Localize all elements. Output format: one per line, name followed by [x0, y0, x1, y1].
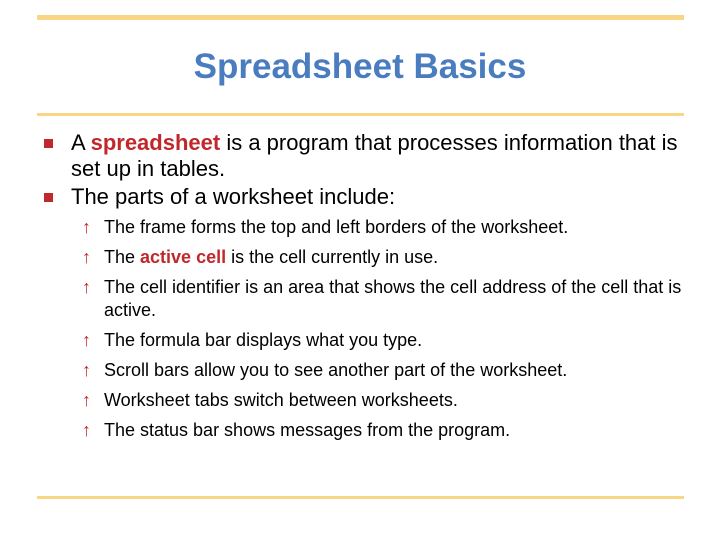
sub-bullet-text: The cell identifier is an area that shows the cell address of the cell that is active. — [104, 277, 682, 320]
arrow-bullet-icon: ↑ — [82, 217, 91, 237]
arrow-bullet-icon: ↑ — [82, 360, 91, 380]
bottom-rule — [37, 496, 684, 499]
sub-bullet-text: Scroll bars allow you to see another part of the worksheet. — [104, 360, 568, 380]
sub-bullet-item — [44, 389, 684, 412]
square-bullet-icon — [44, 193, 53, 202]
sub-bullet-list — [44, 216, 684, 442]
sub-bullet-text: The frame forms the top and left borders of the worksheet. — [104, 217, 569, 237]
bullet-item — [44, 130, 684, 182]
arrow-bullet-icon: ↑ — [82, 420, 91, 440]
top-rule — [37, 15, 684, 20]
arrow-bullet-icon: ↑ — [82, 277, 91, 297]
sub-bullet-text: The formula bar displays what you type. — [104, 330, 423, 350]
sub-bullet-text-pre: The — [104, 247, 141, 267]
slide-title: Spreadsheet Basics — [193, 47, 527, 86]
title-underline-rule — [37, 113, 684, 116]
square-bullet-icon — [44, 139, 53, 148]
sub-bullet-text: The status bar shows messages from the program. — [104, 420, 511, 440]
arrow-bullet-icon: ↑ — [82, 330, 91, 350]
bullet-text-highlight: spreadsheet — [90, 130, 221, 155]
arrow-bullet-icon: ↑ — [82, 247, 91, 267]
sub-bullet-item — [44, 359, 684, 382]
sub-bullet-item — [44, 419, 684, 442]
sub-bullet-text: Worksheet tabs switch between worksheets. — [104, 390, 458, 410]
bullet-text-post: is a program that processes information that is set up in tables. — [71, 130, 678, 181]
arrow-bullet-icon: ↑ — [82, 390, 91, 410]
slide-content — [44, 130, 684, 449]
sub-bullet-item — [44, 329, 684, 352]
sub-bullet-item — [44, 246, 684, 269]
sub-bullet-item — [44, 216, 684, 239]
bullet-item — [44, 184, 684, 210]
bullet-text-pre: A — [71, 130, 91, 155]
sub-bullet-text-post: is the cell currently in use. — [226, 247, 439, 267]
sub-bullet-text-highlight: active cell — [140, 247, 227, 267]
bullet-text-pre: The parts of a worksheet include: — [71, 184, 396, 209]
sub-bullet-item — [44, 276, 684, 322]
